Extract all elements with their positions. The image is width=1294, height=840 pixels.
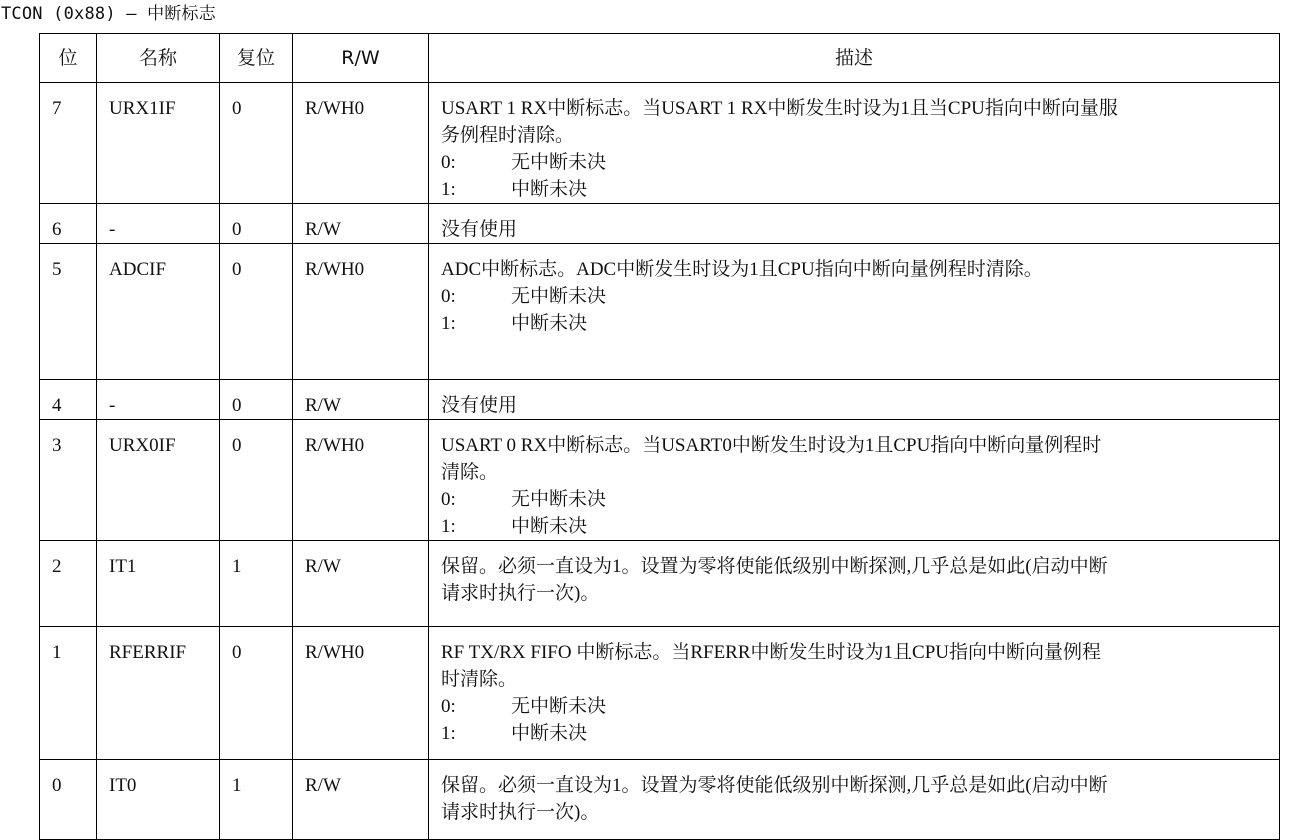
option-line [441, 693, 1279, 720]
table-row [40, 380, 1280, 420]
option-line [441, 176, 1279, 203]
cell-description [429, 420, 1280, 541]
cell-reset: 0 [220, 83, 293, 204]
cell-description [429, 627, 1280, 760]
cell-description [429, 204, 1280, 244]
cell-description [429, 83, 1280, 204]
cell-rw: R/WH0 [293, 420, 429, 541]
option-key: 1: [441, 516, 456, 537]
cell-reset: 1 [220, 541, 293, 627]
option-text: 无中断未决 [511, 152, 607, 173]
header-reset: 复位 [220, 34, 293, 83]
cell-name: RFERRIF [97, 627, 220, 760]
table-row [40, 627, 1280, 760]
cell-bit: 4 [40, 380, 97, 420]
description-line: 保留。必须一直设为1。设置为零将使能低级别中断探测,几乎总是如此(启动中断 [441, 775, 1108, 796]
cell-bit: 3 [40, 420, 97, 541]
description-line: 清除。 [441, 462, 499, 483]
header-bit: 位 [40, 34, 97, 83]
description-line: 请求时执行一次)。 [441, 583, 600, 604]
option-line [441, 149, 1279, 176]
header-description: 描述 [429, 34, 1280, 83]
cell-rw: R/WH0 [293, 627, 429, 760]
header-row [40, 34, 1280, 83]
cell-name: - [97, 380, 220, 420]
cell-bit: 1 [40, 627, 97, 760]
cell-description [429, 380, 1280, 420]
table-row [40, 244, 1280, 380]
description-line: USART 0 RX中断标志。当USART0中断发生时设为1且CPU指向中断向量例程时 [441, 435, 1102, 456]
cell-name: - [97, 204, 220, 244]
option-text: 中断未决 [511, 313, 588, 334]
option-text: 无中断未决 [511, 489, 607, 510]
table-row [40, 204, 1280, 244]
cell-rw: R/W [293, 541, 429, 627]
option-line [441, 513, 1279, 540]
cell-reset: 1 [220, 760, 293, 840]
cell-reset: 0 [220, 244, 293, 380]
table-row [40, 83, 1280, 204]
description-line: 务例程时清除。 [441, 125, 575, 146]
option-text: 无中断未决 [511, 696, 607, 717]
option-key: 1: [441, 723, 456, 744]
cell-bit: 5 [40, 244, 97, 380]
cell-reset: 0 [220, 380, 293, 420]
cell-name: IT1 [97, 541, 220, 627]
option-key: 0: [441, 152, 456, 173]
header-name: 名称 [97, 34, 220, 83]
option-key: 0: [441, 489, 456, 510]
table-row [40, 541, 1280, 627]
cell-rw: R/WH0 [293, 244, 429, 380]
cell-rw: R/W [293, 380, 429, 420]
cell-bit: 6 [40, 204, 97, 244]
cell-reset: 0 [220, 420, 293, 541]
description-line: USART 1 RX中断标志。当USART 1 RX中断发生时设为1且当CPU指向中断向量服 [441, 98, 1118, 119]
option-text: 中断未决 [511, 516, 588, 537]
cell-name: ADCIF [97, 244, 220, 380]
description-line: 没有使用 [441, 395, 518, 416]
cell-name: IT0 [97, 760, 220, 840]
option-key: 0: [441, 286, 456, 307]
cell-name: URX0IF [97, 420, 220, 541]
cell-description [429, 244, 1280, 380]
option-line [441, 720, 1279, 747]
cell-rw: R/WH0 [293, 83, 429, 204]
option-key: 0: [441, 696, 456, 717]
page-title: TCON (0x88) – 中断标志 [1, 4, 216, 24]
option-text: 无中断未决 [511, 286, 607, 307]
option-line [441, 310, 1279, 337]
description-line: ADC中断标志。ADC中断发生时设为1且CPU指向中断向量例程时清除。 [441, 259, 1043, 280]
cell-bit: 2 [40, 541, 97, 627]
register-table [39, 33, 1280, 840]
option-line [441, 486, 1279, 513]
description-line: 时清除。 [441, 669, 518, 690]
cell-name: URX1IF [97, 83, 220, 204]
option-text: 中断未决 [511, 179, 588, 200]
cell-reset: 0 [220, 204, 293, 244]
option-text: 中断未决 [511, 723, 588, 744]
cell-reset: 0 [220, 627, 293, 760]
header-rw: R/W [293, 34, 429, 83]
option-key: 1: [441, 313, 456, 334]
description-line: RF TX/RX FIFO 中断标志。当RFERR中断发生时设为1且CPU指向中断向量例程 [441, 642, 1101, 663]
cell-bit: 7 [40, 83, 97, 204]
table-row [40, 420, 1280, 541]
cell-rw: R/W [293, 204, 429, 244]
cell-bit: 0 [40, 760, 97, 840]
cell-rw: R/W [293, 760, 429, 840]
option-key: 1: [441, 179, 456, 200]
description-line: 请求时执行一次)。 [441, 802, 600, 823]
cell-description [429, 541, 1280, 627]
description-line: 没有使用 [441, 219, 518, 240]
description-line: 保留。必须一直设为1。设置为零将使能低级别中断探测,几乎总是如此(启动中断 [441, 556, 1108, 577]
option-line [441, 283, 1279, 310]
